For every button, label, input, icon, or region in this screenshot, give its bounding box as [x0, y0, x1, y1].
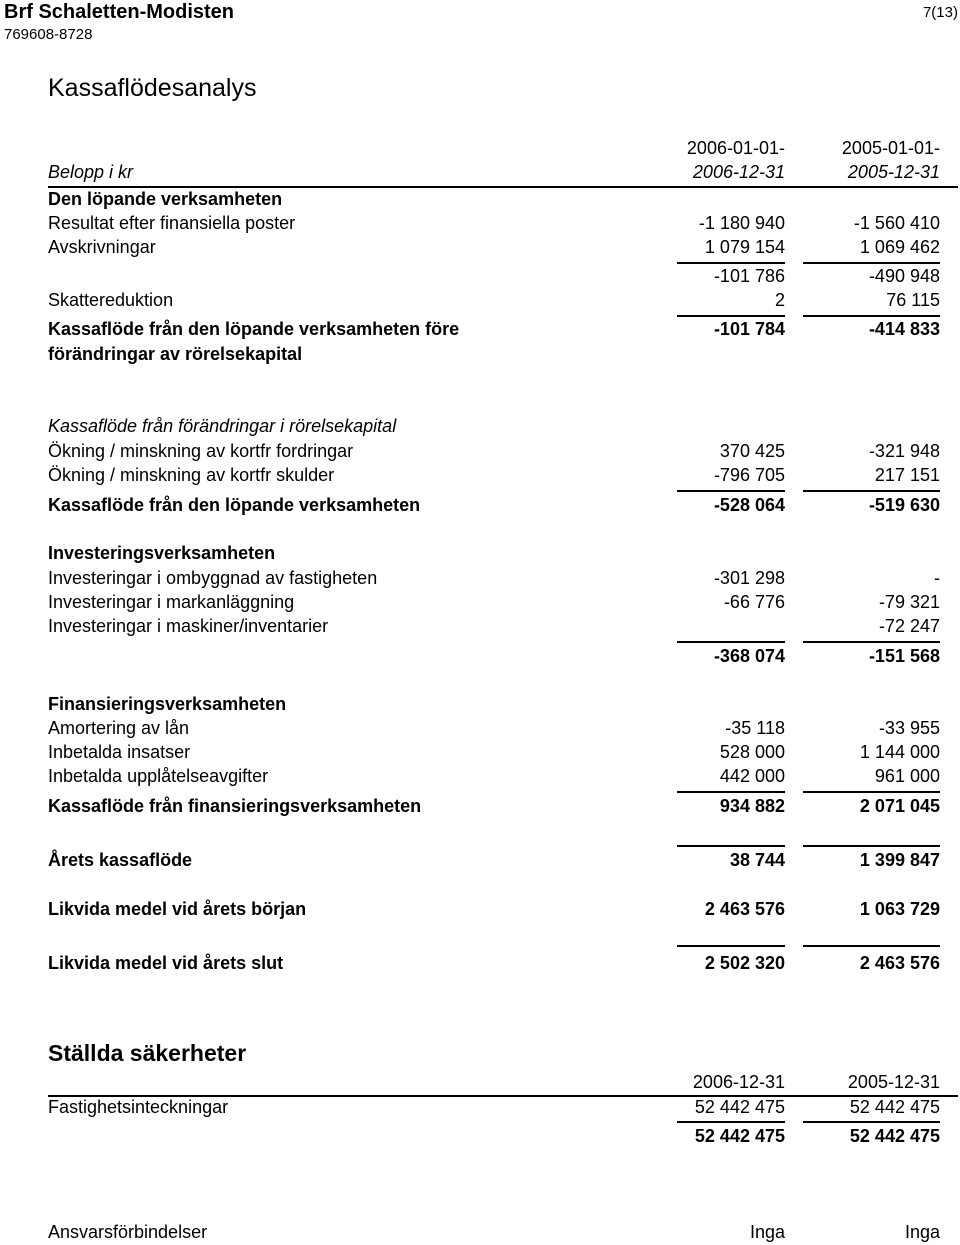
section-heading: Investeringsverksamheten	[48, 543, 276, 563]
value-2005: -1 560 410	[853, 213, 940, 233]
organization-number: 769608-8728	[4, 26, 93, 43]
value-2006: -101 786	[713, 266, 785, 286]
row-label: Investeringar i ombyggnad av fastigheten	[48, 568, 378, 588]
value-2005: -414 833	[868, 319, 940, 339]
value-2006: -528 064	[713, 495, 785, 515]
sum-rule	[677, 490, 785, 492]
value-2006: 370 425	[719, 441, 785, 461]
row-label: Investeringar i markanläggning	[48, 592, 295, 612]
row-label: Kassaflöde från den löpande verksamheten före	[48, 319, 460, 339]
sum-rule	[677, 945, 785, 947]
value-2005: -519 630	[868, 495, 940, 515]
row-label: Investeringar i maskiner/inventarier	[48, 616, 329, 636]
value-2005: 217 151	[874, 465, 940, 485]
section-heading: Den löpande verksamheten	[48, 189, 283, 209]
row-label: Årets kassaflöde	[48, 850, 193, 870]
row-label: Likvida medel vid årets slut	[48, 953, 284, 973]
collateral-title: Ställda säkerheter	[48, 1040, 247, 1066]
page-number: 7(13)	[922, 4, 958, 21]
sum-rule	[803, 791, 940, 793]
sum-rule	[803, 641, 940, 643]
row-label: Ansvarsförbindelser	[48, 1222, 208, 1242]
value-2005: -72 247	[878, 616, 940, 636]
row-label: Likvida medel vid årets början	[48, 899, 307, 919]
row-label: Skattereduktion	[48, 290, 174, 310]
value-2006: 52 442 475	[694, 1126, 785, 1146]
row-label: Avskrivningar	[48, 237, 156, 257]
unit-label: Belopp i kr	[48, 162, 134, 182]
value-2005: 1 399 847	[859, 850, 940, 870]
value-2006: -35 118	[725, 718, 785, 738]
column-2005-end: 2005-12-31	[847, 162, 940, 182]
value-2005: 52 442 475	[849, 1126, 940, 1146]
row-label: Inbetalda upplåtelseavgifter	[48, 766, 269, 786]
value-2006: -301 298	[713, 568, 785, 588]
value-2005: -321 948	[868, 441, 940, 461]
row-label: Kassaflöde från den löpande verksamheten	[48, 495, 421, 515]
value-2005: -151 568	[868, 646, 940, 666]
organization-name: Brf Schaletten-Modisten	[4, 1, 235, 23]
sum-rule	[677, 1121, 785, 1123]
value-2005: 1 069 462	[859, 237, 940, 257]
row-label: Ökning / minskning av kortfr fordringar	[48, 441, 354, 461]
sum-rule	[677, 641, 785, 643]
sum-rule	[677, 791, 785, 793]
value-2005: -490 948	[868, 266, 940, 286]
value-2006: -66 776	[723, 592, 785, 612]
sum-rule	[677, 262, 785, 264]
column-2006-start: 2006-01-01-	[686, 138, 785, 158]
value-2005: -	[934, 568, 940, 588]
cashflow-title: Kassaflödesanalys	[48, 74, 257, 102]
value-2006: 442 000	[719, 766, 785, 786]
value-2005: 2 463 576	[859, 953, 940, 973]
sum-rule	[677, 845, 785, 847]
value-2005: -79 321	[878, 592, 940, 612]
value-2005: 76 115	[886, 290, 940, 310]
value-2006: -796 705	[713, 465, 785, 485]
value-2006: 38 744	[729, 850, 785, 870]
value-2006: -101 784	[713, 319, 785, 339]
column-2006-end: 2006-12-31	[692, 162, 785, 182]
value-2006: 1 079 154	[704, 237, 785, 257]
row-label: Resultat efter finansiella poster	[48, 213, 296, 233]
row-label: Kassaflöde från finansieringsverksamheten	[48, 796, 422, 816]
row-label: Inbetalda insatser	[48, 742, 191, 762]
value-2006: Inga	[749, 1222, 785, 1242]
value-2005: 961 000	[874, 766, 940, 786]
value-2006: 2 502 320	[704, 953, 785, 973]
section-heading: Finansieringsverksamheten	[48, 694, 287, 714]
column-2005-end: 2005-12-31	[847, 1072, 940, 1092]
value-2005: -33 955	[878, 718, 940, 738]
sum-rule	[803, 490, 940, 492]
value-2005: Inga	[904, 1222, 940, 1242]
value-2005: 1 144 000	[859, 742, 940, 762]
sum-rule	[803, 315, 940, 317]
value-2006: -368 074	[713, 646, 785, 666]
sum-rule	[803, 1121, 940, 1123]
row-label: Ökning / minskning av kortfr skulder	[48, 465, 335, 485]
column-2005-start: 2005-01-01-	[841, 138, 940, 158]
value-2005: 1 063 729	[859, 899, 940, 919]
value-2005: 2 071 045	[859, 796, 940, 816]
row-label: Fastighetsinteckningar	[48, 1097, 229, 1117]
row-label-continued: förändringar av rörelsekapital	[48, 344, 303, 364]
sum-rule	[677, 315, 785, 317]
row-label: Amortering av lån	[48, 718, 190, 738]
value-2006: -1 180 940	[698, 213, 785, 233]
value-2006: 52 442 475	[694, 1097, 785, 1117]
value-2006: 934 882	[719, 796, 785, 816]
sum-rule	[803, 845, 940, 847]
value-2005: 52 442 475	[849, 1097, 940, 1117]
value-2006: 2	[774, 290, 785, 310]
value-2006: 2 463 576	[704, 899, 785, 919]
sum-rule	[803, 262, 940, 264]
sum-rule	[803, 945, 940, 947]
section-heading: Kassaflöde från förändringar i rörelsekapital	[48, 416, 397, 436]
column-2006-end: 2006-12-31	[692, 1072, 785, 1092]
value-2006: 528 000	[719, 742, 785, 762]
